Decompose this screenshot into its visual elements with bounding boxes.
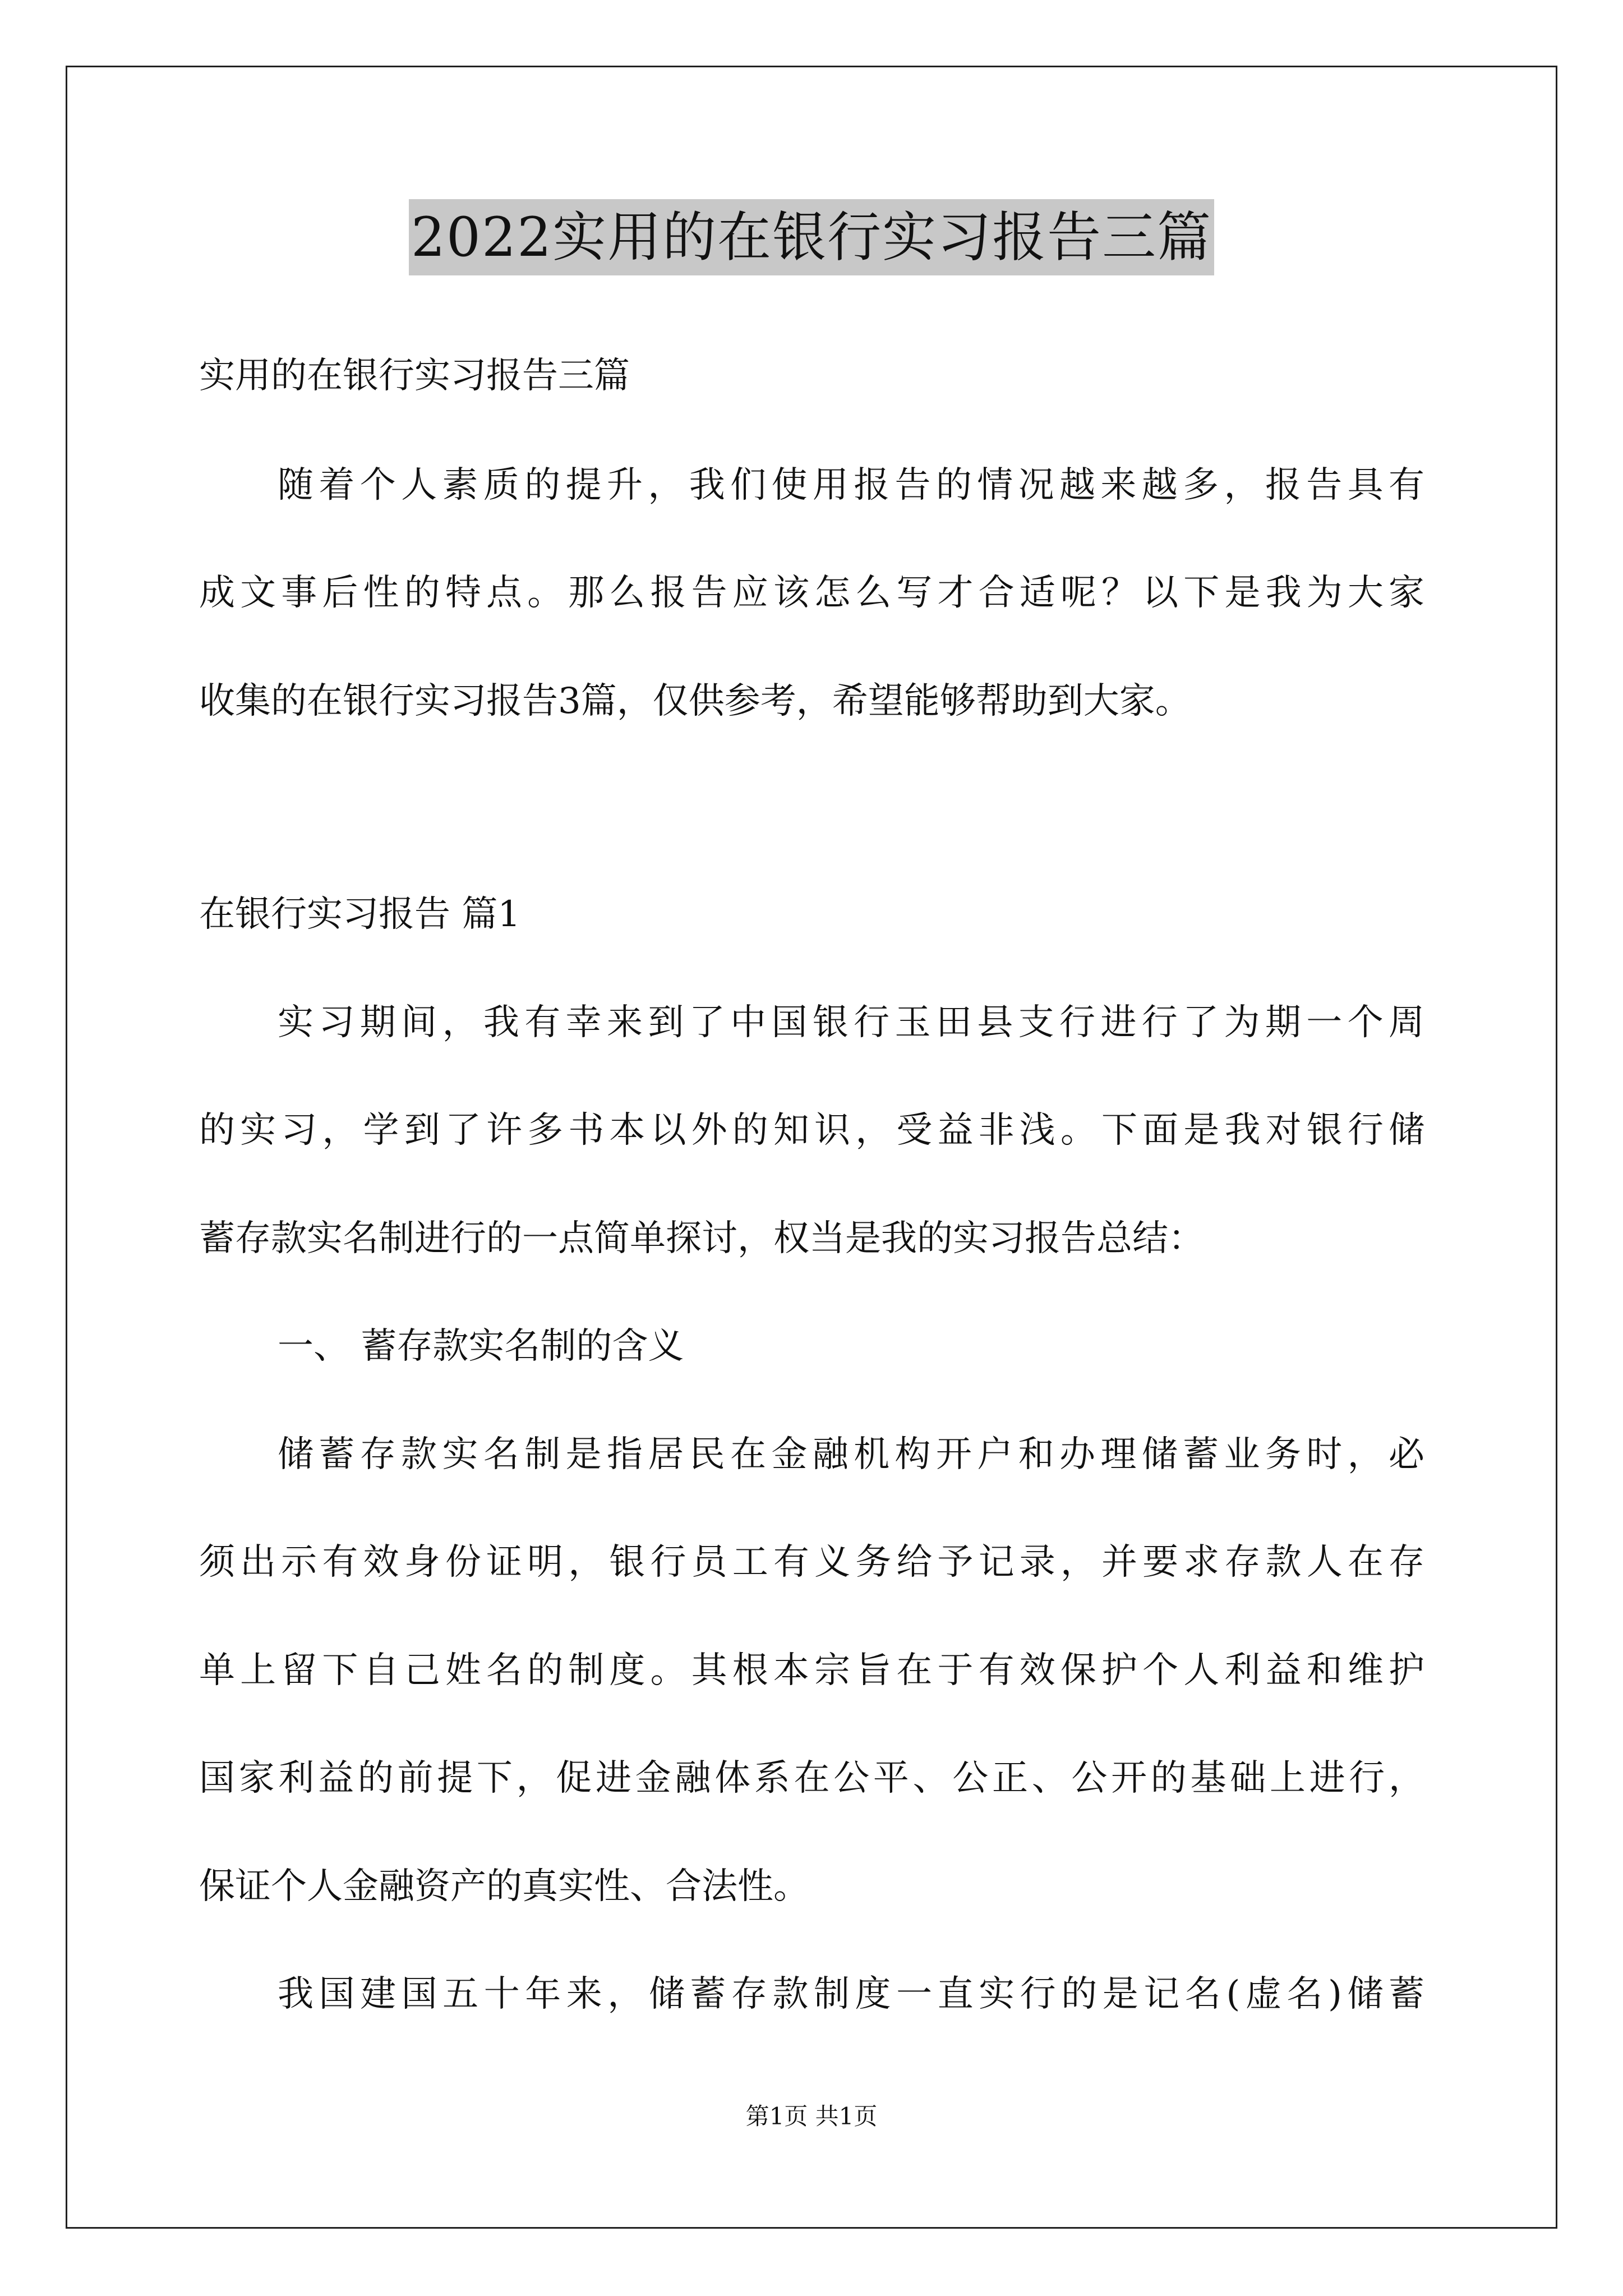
sub-heading: 一、 蓄存款实名制的含义 [278, 1326, 684, 1367]
para2-line-2: 须出示有效身份证明，银行员工有义务给予记录，并要求存款人在存 [199, 1542, 1424, 1583]
para2-line-5: 保证个人金融资产的真实性、合法性。 [199, 1866, 809, 1907]
para3-line-1: 我国建国五十年来，储蓄存款制度一直实行的是记名(虚名)储蓄 [278, 1973, 1424, 2015]
page-footer: 第1页 共1页 [745, 2102, 878, 2130]
intro-line-2: 成文事后性的特点。那么报告应该怎么写才合适呢？以下是我为大家 [199, 572, 1424, 614]
intro-line-3: 收集的在银行实习报告3篇，仅供参考，希望能够帮助到大家。 [199, 680, 1191, 722]
para2-line-3: 单上留下自己姓名的制度。其根本宗旨在于有效保护个人利益和维护 [199, 1650, 1424, 1691]
intro-line-1: 随着个人素质的提升，我们使用报告的情况越来越多，报告具有 [278, 464, 1424, 506]
title-wrapper [0, 199, 1623, 275]
para2-line-4: 国家利益的前提下，促进金融体系在公平、公正、公开的基础上进行， [199, 1757, 1424, 1799]
document-title: 2022实用的在银行实习报告三篇 [409, 199, 1214, 275]
para2-line-1: 储蓄存款实名制是指居民在金融机构开户和办理储蓄业务时，必 [278, 1434, 1424, 1475]
para1-line-1: 实习期间，我有幸来到了中国银行玉田县支行进行了为期一个周 [278, 1002, 1424, 1043]
subtitle: 实用的在银行实习报告三篇 [199, 355, 630, 397]
section-heading: 在银行实习报告 篇1 [199, 894, 521, 935]
para1-line-3: 蓄存款实名制进行的一点简单探讨，权当是我的实习报告总结： [199, 1218, 1204, 1259]
para1-line-2: 的实习，学到了许多书本以外的知识，受益非浅。下面是我对银行储 [199, 1110, 1424, 1151]
